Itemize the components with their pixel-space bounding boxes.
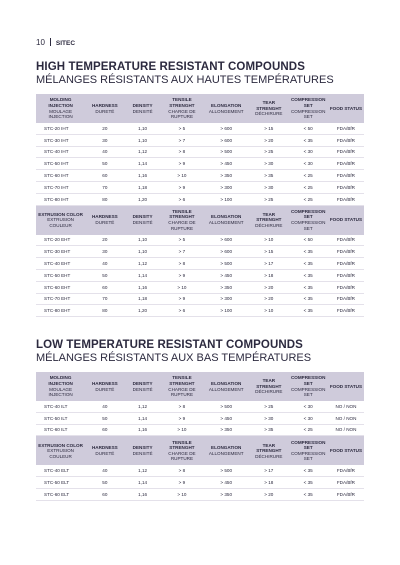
column-header-en: COMPRESSION SET <box>290 439 326 451</box>
table-cell: 50 <box>85 269 124 281</box>
table-cell: 40 <box>85 258 124 270</box>
table-row <box>36 181 364 193</box>
table-cell: 1,12 <box>125 465 161 476</box>
column-header-en: TENSILE STRENGHT <box>169 439 195 451</box>
page-header <box>36 38 75 47</box>
page-number: 10 <box>36 38 45 47</box>
table-cell: 1,14 <box>125 269 161 281</box>
table-cell: 50 <box>85 412 124 424</box>
column-header-fr: DENSITÉ <box>132 386 153 392</box>
compound-table <box>36 372 364 436</box>
column-header-en: COMPRESSION SET <box>290 97 326 108</box>
table-cell: > 350 <box>203 424 249 436</box>
section-subtitle: MÉLANGES RÉSISTANTS AUX BAS TEMPÉRATURES <box>36 352 312 364</box>
table-cell: < 30 <box>289 412 328 424</box>
table-cell: 70 <box>85 293 124 305</box>
table-cell: > 8 <box>161 401 204 412</box>
section-low-temp <box>36 339 364 501</box>
table-cell: 50 <box>85 477 124 489</box>
table-cell: 1,18 <box>125 293 161 305</box>
table-cell: > 10 <box>161 170 204 182</box>
table-cell: < 25 <box>289 193 328 205</box>
table-cell: 40 <box>85 146 124 158</box>
table-cell: > 10 <box>249 305 288 317</box>
column-header-en: ELONGATION <box>211 445 242 451</box>
column-header-en: TENSILE STRENGHT <box>169 97 195 108</box>
column-header-fr: CHARGE DE RUPTURE <box>168 108 196 120</box>
table-row <box>36 293 364 305</box>
column-header-en: EXTRUSION COLOR <box>38 211 83 217</box>
column-header-en: ELONGATION <box>211 380 242 386</box>
table-cell: FDA/BfR <box>328 305 364 317</box>
column-header-en: COMPRESSION SET <box>290 375 326 386</box>
column-header-fr: COMPRESSION SET <box>290 386 326 398</box>
column-header-en: MOLDING INJECTION <box>48 97 73 108</box>
table-header-row <box>36 206 364 235</box>
column-header <box>203 206 249 235</box>
table-row <box>36 146 364 158</box>
section-subtitle: MÉLANGES RÉSISTANTS AUX HAUTES TEMPÉRATURES <box>36 74 334 86</box>
column-header-en: EXTRUSION COLOR <box>38 442 83 448</box>
table-cell: > 5 <box>161 235 204 246</box>
table-cell: 50 <box>85 158 124 170</box>
table-cell: > 35 <box>249 170 288 182</box>
table-cell: > 300 <box>203 181 249 193</box>
table-row <box>36 246 364 258</box>
column-header <box>289 372 328 401</box>
table-cell: FDA/BfR <box>328 488 364 500</box>
table-cell: STC-40 ILT <box>36 401 85 412</box>
column-header-fr: DÉCHIRURE <box>255 222 283 228</box>
table-cell: < 35 <box>289 246 328 258</box>
table-cell: > 350 <box>203 488 249 500</box>
table-cell: < 35 <box>289 258 328 270</box>
column-header <box>36 372 85 401</box>
column-header <box>289 94 328 123</box>
column-header-fr: ALLONGEMENT <box>208 386 244 392</box>
table-cell: < 35 <box>289 477 328 489</box>
table-row <box>36 134 364 146</box>
table-cell: > 18 <box>249 269 288 281</box>
table-cell: FDA/BfR <box>328 246 364 258</box>
table-cell: > 25 <box>249 193 288 205</box>
table-row <box>36 235 364 246</box>
table-cell: < 35 <box>289 134 328 146</box>
table-cell: 1,12 <box>125 401 161 412</box>
column-header <box>125 94 161 123</box>
column-header-fr: MOULAGE INJECTION <box>48 108 73 120</box>
table-cell: FDA/BfR <box>328 258 364 270</box>
table-row <box>36 193 364 205</box>
table-cell: FDA/BfR <box>328 235 364 246</box>
table-cell: > 10 <box>161 281 204 293</box>
column-header-fr: DÉCHIRURE <box>255 453 283 459</box>
table-cell: > 9 <box>161 293 204 305</box>
table-cell: > 30 <box>249 412 288 424</box>
table-cell: > 9 <box>161 269 204 281</box>
header-divider <box>50 38 51 46</box>
table-cell: > 450 <box>203 158 249 170</box>
column-header-en: TENSILE STRENGHT <box>169 208 195 220</box>
table-cell: STC-50 IHT <box>36 158 85 170</box>
column-header <box>161 94 204 123</box>
table-cell: > 8 <box>161 258 204 270</box>
table-cell: > 20 <box>249 293 288 305</box>
table-row <box>36 258 364 270</box>
compound-table <box>36 94 364 206</box>
table-cell: < 35 <box>289 281 328 293</box>
column-header-en: DENSITY <box>132 214 153 220</box>
table-cell: > 10 <box>161 488 204 500</box>
column-header <box>328 436 364 465</box>
table-cell: < 35 <box>289 488 328 500</box>
column-header <box>36 206 85 235</box>
column-header <box>328 372 364 401</box>
column-header-fr: CHARGE DE RUPTURE <box>168 386 196 398</box>
table-cell: < 30 <box>289 158 328 170</box>
table-cell: FDA/BfR <box>328 146 364 158</box>
table-cell: FDA/BfR <box>328 293 364 305</box>
table-header-row <box>36 372 364 401</box>
table-row <box>36 424 364 436</box>
column-header-en: DENSITY <box>132 380 153 386</box>
table-row <box>36 281 364 293</box>
table-cell: 1,12 <box>125 258 161 270</box>
table-cell: < 25 <box>289 170 328 182</box>
table-cell: > 25 <box>249 401 288 412</box>
column-header-en: DENSITY <box>132 445 153 451</box>
column-header-fr: DURETÉ <box>95 108 115 114</box>
table-cell: > 7 <box>161 134 204 146</box>
column-header-en: ELONGATION <box>211 214 242 220</box>
column-header <box>161 206 204 235</box>
column-header-en: MOLDING INJECTION <box>48 375 73 386</box>
table-header-row <box>36 436 364 465</box>
table-cell: < 50 <box>289 123 328 134</box>
column-header <box>249 372 288 401</box>
column-header-fr: CHARGE DE RUPTURE <box>168 450 196 462</box>
table-cell: 1,16 <box>125 488 161 500</box>
table-cell: > 30 <box>249 181 288 193</box>
table-cell: 60 <box>85 488 124 500</box>
table-cell: > 350 <box>203 281 249 293</box>
table-cell: STC-50 ELT <box>36 477 85 489</box>
table-cell: > 8 <box>161 465 204 476</box>
table-cell: < 50 <box>289 235 328 246</box>
table-cell: > 100 <box>203 193 249 205</box>
table-cell: < 35 <box>289 305 328 317</box>
compound-table <box>36 206 364 318</box>
table-cell: > 15 <box>249 246 288 258</box>
table-cell: 1,10 <box>125 235 161 246</box>
table-cell: 1,12 <box>125 146 161 158</box>
table-cell: > 7 <box>161 246 204 258</box>
table-cell: < 35 <box>289 269 328 281</box>
table-row <box>36 488 364 500</box>
table-cell: 20 <box>85 123 124 134</box>
column-header-fr: DÉCHIRURE <box>255 389 283 395</box>
table-cell: > 5 <box>161 123 204 134</box>
column-header-en: TEAR STRENGHT <box>256 442 282 454</box>
table-cell: STC-50 ILT <box>36 412 85 424</box>
table-cell: > 500 <box>203 146 249 158</box>
column-header <box>85 206 124 235</box>
column-header <box>289 206 328 235</box>
column-header-fr: EXTRUSION COULEUR <box>47 217 74 228</box>
table-cell: > 30 <box>249 158 288 170</box>
table-cell: FDA/BfR <box>328 158 364 170</box>
table-cell: 40 <box>85 465 124 476</box>
table-cell: > 6 <box>161 193 204 205</box>
table-cell: > 9 <box>161 181 204 193</box>
column-header <box>161 372 204 401</box>
table-cell: FDA/BfR <box>328 193 364 205</box>
table-cell: > 9 <box>161 412 204 424</box>
table-cell: STC-30 IHT <box>36 134 85 146</box>
column-header <box>249 94 288 123</box>
table-cell: > 25 <box>249 146 288 158</box>
column-header <box>203 436 249 465</box>
column-header-fr: DURETÉ <box>95 450 115 456</box>
column-header <box>161 436 204 465</box>
table-cell: > 600 <box>203 123 249 134</box>
brand-name: SITEC <box>55 40 76 47</box>
table-cell: 70 <box>85 181 124 193</box>
column-header-en: COMPRESSION SET <box>290 208 326 220</box>
table-cell: STC-60 ILT <box>36 424 85 436</box>
table-cell: 80 <box>85 193 124 205</box>
column-header <box>85 94 124 123</box>
table-cell: 30 <box>85 246 124 258</box>
column-header-en: HARDNESS <box>91 380 118 386</box>
table-cell: < 25 <box>289 424 328 436</box>
table-cell: > 100 <box>203 305 249 317</box>
section-high-temp <box>36 61 364 317</box>
table-cell: 20 <box>85 235 124 246</box>
compound-table <box>36 436 364 500</box>
table-row <box>36 123 364 134</box>
table-cell: < 35 <box>289 465 328 476</box>
table-cell: 1,20 <box>125 305 161 317</box>
table-cell: > 35 <box>249 424 288 436</box>
column-header-fr: COMPRESSION SET <box>290 450 326 462</box>
column-header-fr: DENSITÉ <box>132 450 153 456</box>
table-cell: 1,16 <box>125 170 161 182</box>
column-header <box>328 94 364 123</box>
column-header <box>203 94 249 123</box>
column-header <box>125 206 161 235</box>
table-cell: STC-60 IHT <box>36 170 85 182</box>
column-header-fr: ALLONGEMENT <box>208 220 244 226</box>
table-cell: STC-60 EHT <box>36 281 85 293</box>
column-header-fr: COMPRESSION SET <box>290 108 326 120</box>
table-cell: FDA/BfR <box>328 477 364 489</box>
column-header <box>289 436 328 465</box>
table-cell: 60 <box>85 281 124 293</box>
table-cell: > 600 <box>203 246 249 258</box>
table-cell: FDA/BfR <box>328 181 364 193</box>
column-header <box>203 372 249 401</box>
column-header <box>85 436 124 465</box>
column-header-en: FOOD STATUS <box>329 105 363 111</box>
table-cell: > 20 <box>249 488 288 500</box>
table-cell: 1,10 <box>125 123 161 134</box>
column-header-en: HARDNESS <box>91 445 118 451</box>
table-cell: 1,10 <box>125 246 161 258</box>
column-header <box>36 94 85 123</box>
table-cell: NO / NON <box>328 401 364 412</box>
table-cell: 1,14 <box>125 477 161 489</box>
table-cell: > 10 <box>249 235 288 246</box>
table-cell: > 500 <box>203 401 249 412</box>
column-header-fr: MOULAGE INJECTION <box>48 386 73 398</box>
column-header-en: TEAR STRENGHT <box>256 211 282 223</box>
table-cell: NO / NON <box>328 412 364 424</box>
table-cell: > 600 <box>203 235 249 246</box>
column-header <box>125 372 161 401</box>
table-cell: < 30 <box>289 146 328 158</box>
table-cell: STC-80 IHT <box>36 193 85 205</box>
column-header-en: FOOD STATUS <box>329 448 363 454</box>
column-header-fr: DURETÉ <box>95 220 115 226</box>
table-cell: STC-70 EHT <box>36 293 85 305</box>
table-cell: FDA/BfR <box>328 134 364 146</box>
table-cell: 1,18 <box>125 181 161 193</box>
table-cell: STC-60 ELT <box>36 488 85 500</box>
table-cell: > 9 <box>161 477 204 489</box>
table-cell: 1,16 <box>125 424 161 436</box>
table-cell: > 8 <box>161 146 204 158</box>
table-cell: 1,14 <box>125 158 161 170</box>
table-cell: 1,16 <box>125 281 161 293</box>
column-header <box>249 206 288 235</box>
table-cell: > 15 <box>249 123 288 134</box>
table-cell: 60 <box>85 424 124 436</box>
table-cell: > 9 <box>161 158 204 170</box>
table-row <box>36 465 364 476</box>
table-cell: 30 <box>85 134 124 146</box>
column-header-fr: DENSITÉ <box>132 220 153 226</box>
table-row <box>36 305 364 317</box>
table-cell: FDA/BfR <box>328 123 364 134</box>
table-cell: > 350 <box>203 170 249 182</box>
table-cell: FDA/BfR <box>328 170 364 182</box>
table-cell: STC-40 IHT <box>36 146 85 158</box>
table-cell: STC-30 EHT <box>36 246 85 258</box>
table-cell: 1,10 <box>125 134 161 146</box>
table-row <box>36 158 364 170</box>
column-header-en: ELONGATION <box>211 102 242 108</box>
column-header-en: TEAR STRENGHT <box>256 100 282 111</box>
column-header <box>85 372 124 401</box>
table-cell: NO / NON <box>328 424 364 436</box>
column-header-fr: DURETÉ <box>95 386 115 392</box>
column-header-fr: DENSITÉ <box>132 108 153 114</box>
table-cell: FDA/BfR <box>328 269 364 281</box>
table-cell: > 20 <box>249 134 288 146</box>
table-cell: > 300 <box>203 293 249 305</box>
column-header-en: HARDNESS <box>91 214 118 220</box>
column-header-fr: COMPRESSION SET <box>290 220 326 231</box>
table-row <box>36 401 364 412</box>
table-cell: FDA/BfR <box>328 465 364 476</box>
table-cell: > 450 <box>203 269 249 281</box>
table-row <box>36 477 364 489</box>
table-cell: STC-20 IHT <box>36 123 85 134</box>
column-header-fr: CHARGE DE RUPTURE <box>168 220 196 231</box>
column-header <box>328 206 364 235</box>
column-header-fr: ALLONGEMENT <box>208 108 244 114</box>
table-cell: < 30 <box>289 401 328 412</box>
section-title: HIGH TEMPERATURE RESISTANT COMPOUNDS <box>36 61 305 73</box>
table-row <box>36 412 364 424</box>
table-cell: STC-70 IHT <box>36 181 85 193</box>
table-cell: > 10 <box>161 424 204 436</box>
table-cell: FDA/BfR <box>328 281 364 293</box>
table-cell: > 600 <box>203 134 249 146</box>
table-cell: 60 <box>85 170 124 182</box>
table-cell: STC-40 ELT <box>36 465 85 476</box>
table-cell: > 450 <box>203 477 249 489</box>
table-cell: > 17 <box>249 465 288 476</box>
column-header <box>249 436 288 465</box>
table-cell: > 500 <box>203 465 249 476</box>
table-cell: STC-80 EHT <box>36 305 85 317</box>
table-cell: 80 <box>85 305 124 317</box>
table-cell: 1,14 <box>125 412 161 424</box>
column-header-en: TEAR STRENGHT <box>256 378 282 389</box>
column-header-en: HARDNESS <box>91 102 118 108</box>
column-header-en: TENSILE STRENGHT <box>169 375 195 386</box>
column-header-en: FOOD STATUS <box>329 383 363 389</box>
table-cell: > 18 <box>249 477 288 489</box>
column-header <box>36 436 85 465</box>
table-cell: < 35 <box>289 293 328 305</box>
table-cell: < 25 <box>289 181 328 193</box>
table-cell: STC-20 EHT <box>36 235 85 246</box>
column-header-fr: ALLONGEMENT <box>208 450 244 456</box>
table-cell: 40 <box>85 401 124 412</box>
table-cell: > 20 <box>249 281 288 293</box>
column-header-fr: EXTRUSION COULEUR <box>47 448 74 459</box>
table-header-row <box>36 94 364 123</box>
table-cell: 1,20 <box>125 193 161 205</box>
table-cell: > 500 <box>203 258 249 270</box>
table-cell: STC-40 EHT <box>36 258 85 270</box>
table-cell: > 6 <box>161 305 204 317</box>
column-header-fr: DÉCHIRURE <box>255 111 283 117</box>
table-cell: > 17 <box>249 258 288 270</box>
section-title: LOW TEMPERATURE RESISTANT COMPOUNDS <box>36 339 303 351</box>
column-header-en: FOOD STATUS <box>329 217 363 223</box>
table-cell: > 450 <box>203 412 249 424</box>
column-header <box>125 436 161 465</box>
table-row <box>36 170 364 182</box>
column-header-en: DENSITY <box>132 102 153 108</box>
table-cell: STC-50 EHT <box>36 269 85 281</box>
table-row <box>36 269 364 281</box>
